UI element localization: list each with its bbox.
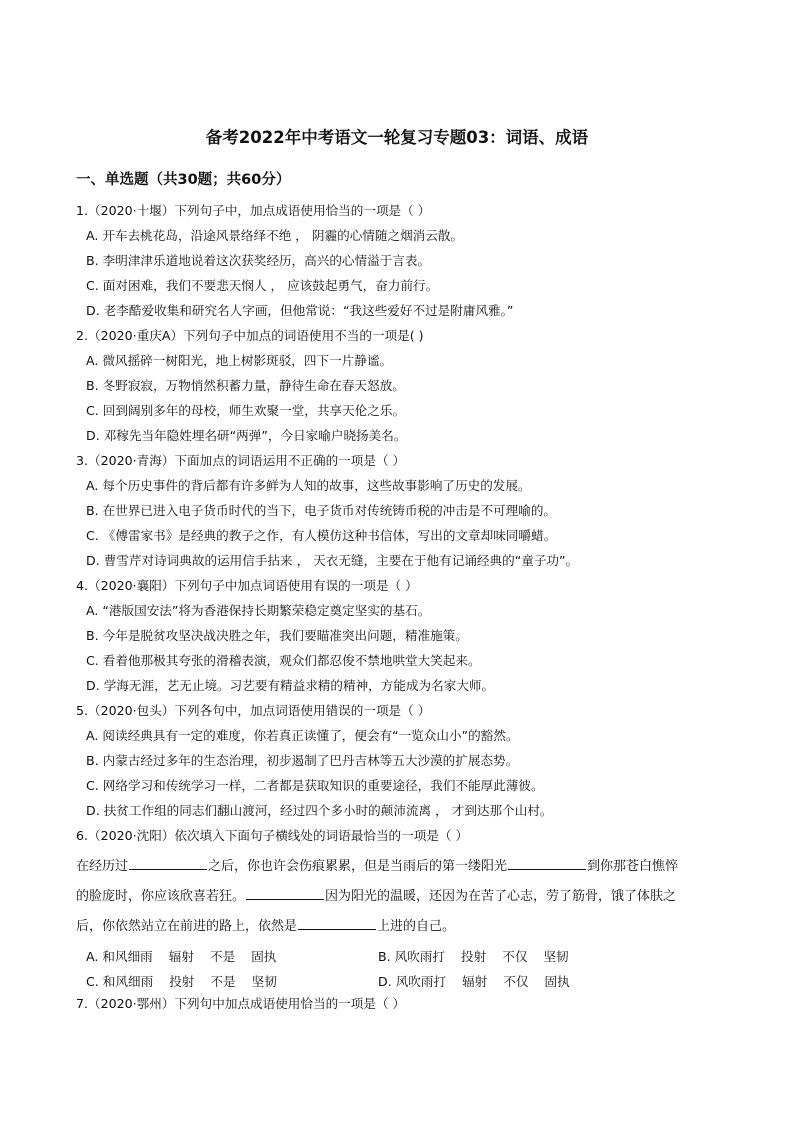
page-title: 备考2022年中考语文一轮复习专题03：词语、成语: [205, 128, 589, 147]
option-word: C. 和风细雨: [86, 974, 154, 989]
option-word: A. 和风细雨: [86, 949, 153, 964]
option: C. 看着他那极其夸张的滑稽表演，观众们都忍俊不禁地哄堂大笑起来。: [86, 653, 481, 668]
question-stem: 5.（2020·包头）下列各句中，加点词语使用错误的一项是（ ）: [76, 703, 431, 718]
option: A. 阅读经典具有一定的难度，你若真正读懂了，便会有“一览众山小”的豁然。: [86, 728, 519, 743]
option: B. 内蒙古经过多年的生态治理，初步遏制了巴丹吉林等五大沙漠的扩展态势。: [86, 753, 519, 768]
option: B. 在世界已进入电子货币时代的当下，电子货币对传统铸币税的冲击是不可理喻的。: [86, 503, 557, 518]
para-text: 的脸庞时，你应该欣喜若狂。: [76, 889, 246, 904]
option: [378, 971, 570, 990]
fill-blank-paragraph-line: [76, 887, 676, 905]
option: C. 《傅雷家书》是经典的教子之作，有人模仿这种书信体，写出的文章却味同嚼蜡。: [86, 528, 557, 543]
question-stem: 3.（2020·青海）下面加点的词语运用不正确的一项是（ ）: [76, 453, 406, 468]
answer-blank: [508, 857, 586, 870]
option: [86, 946, 276, 965]
option: C. 回到阔别多年的母校，师生欢聚一堂，共享天伦之乐。: [86, 403, 406, 418]
option-word: 投射: [461, 949, 487, 964]
option: C. 网络学习和传统学习一样，二者都是获取知识的重要途径，我们不能厚此薄彼。: [86, 778, 544, 793]
para-text: 在经历过: [76, 859, 129, 874]
question-stem: 4.（2020·襄阳）下列句子中加点词语使用有误的一项是（ ）: [76, 578, 418, 593]
option: D. 老李酷爱收集和研究名人字画，但他常说：“我这些爱好不过是附庸风雅。”: [86, 303, 514, 318]
answer-blank: [129, 857, 207, 870]
option-word: 不仅: [503, 974, 529, 989]
option-word: 固执: [251, 949, 277, 964]
option-word: 辐射: [462, 974, 488, 989]
para-text: 上进的自己。: [377, 919, 456, 934]
option-word: D. 风吹雨打: [378, 974, 447, 989]
fill-blank-paragraph-line: [76, 857, 678, 875]
option-word: 不是: [210, 974, 236, 989]
option-word: 固执: [544, 974, 570, 989]
option-word: 坚韧: [251, 974, 277, 989]
question-stem: 1.（2020·十堰）下列句子中，加点成语使用恰当的一项是（ ）: [76, 203, 431, 218]
option: D. 学海无涯，艺无止境。习艺要有精益求精的精神，方能成为名家大师。: [86, 678, 495, 693]
option: D. 曹雪芹对诗词典故的运用信手拈来 ， 天衣无缝，主要在于他有记诵经典的“童子功”。: [86, 553, 579, 568]
answer-blank: [246, 887, 324, 900]
option: D. 邓稼先当年隐姓埋名研“两弹”，今日家喻户晓扬美名。: [86, 428, 407, 443]
option: B. 今年是脱贫攻坚决战决胜之年，我们要瞄准突出问题，精准施策。: [86, 628, 468, 643]
option: A. “港版国安法”将为香港保持长期繁荣稳定奠定坚实的基石。: [86, 603, 431, 618]
answer-blank: [298, 917, 376, 930]
para-text: 之后，你也许会伤痕累累，但是当雨后的第一缕阳光: [208, 859, 508, 874]
para-text: 因为阳光的温暖，还因为在苦了心志，劳了筋骨，饿了体肤之: [325, 889, 677, 904]
option: [378, 946, 569, 965]
option-word: 辐射: [168, 949, 194, 964]
option: [86, 971, 277, 990]
section-heading: 一、单选题（共30题；共60分）: [76, 172, 291, 188]
option: B. 李明津津乐道地说着这次获奖经历，高兴的心情溢于言表。: [86, 253, 431, 268]
para-text: 到你那苍白憔悴: [587, 859, 679, 874]
question-stem: 2.（2020·重庆A）下列句子中加点的词语使用不当的一项是( ): [76, 328, 424, 343]
option: B. 冬野寂寂，万物悄然积蓄力量，静待生命在春天怒放。: [86, 378, 405, 393]
option-word: 不是: [210, 949, 236, 964]
question-stem: 6.（2020·沈阳）依次填入下面句子横线处的词语最恰当的一项是（ ）: [76, 828, 469, 843]
fill-blank-paragraph-line: [76, 917, 455, 935]
para-text: 后，你依然站立在前进的路上，依然是: [76, 919, 298, 934]
option-word: 坚韧: [543, 949, 569, 964]
option: A. 微风摇碎一树阳光，地上树影斑驳，四下一片静谧。: [86, 353, 393, 368]
option-word: B. 风吹雨打: [378, 949, 446, 964]
question-stem: 7.（2020·鄂州）下列句中加点成语使用恰当的一项是（ ）: [76, 996, 406, 1011]
option: A. 每个历史事件的背后都有许多鲜为人知的故事，这些故事影响了历史的发展。: [86, 478, 531, 493]
option: A. 开车去桃花岛，沿途风景络绎不绝 ， 阴霾的心情随之烟消云散。: [86, 228, 464, 243]
option-word: 不仅: [502, 949, 528, 964]
option: D. 扶贫工作组的同志们翻山渡河，经过四个多小时的颠沛流离 ， 才到达那个山村。: [86, 803, 553, 818]
option-word: 投射: [169, 974, 195, 989]
option: C. 面对困难，我们不要悲天悯人 ， 应该鼓起勇气，奋力前行。: [86, 278, 439, 293]
